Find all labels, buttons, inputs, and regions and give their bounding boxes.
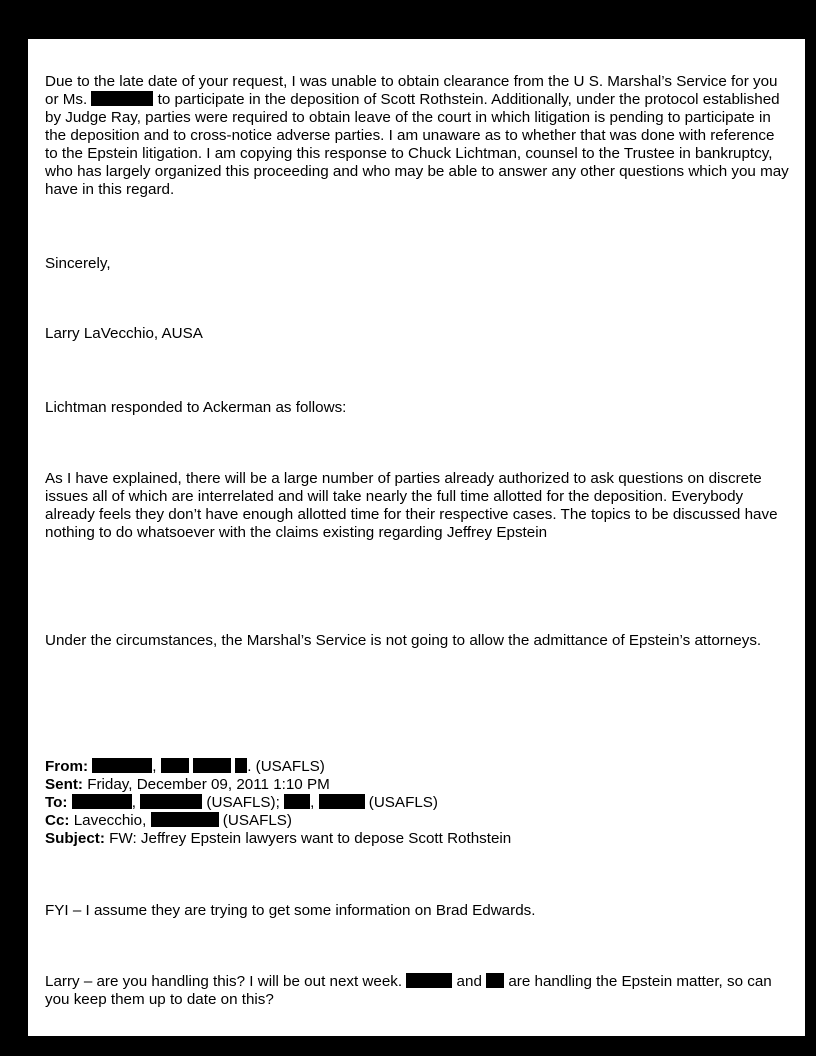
redaction [406,973,452,988]
letter-paragraph: Due to the late date of your request, I was unable to obtain clearance from the U S. Marshal’s Service for you or Ms. to participate in the deposition of Scott Rothstein. Additionally, under the protocol established by Judge Ray, parties were required to obtain leave of the court in which litigation is pending to participate in the deposition and to cross-notice adverse parties. I am unaware as to whether that was done with reference to the Epstein litigation. I am copying this response to Chuck Lichtman, counsel to the Trustee in bankruptcy, who has largely organized this proceeding and who may be able to answer any other questions which you may have in this regard. [45,73,789,198]
email-header [45,758,790,848]
redaction [72,794,132,809]
intro-line: Lichtman responded to Ackerman as follows: [45,399,347,416]
redaction [284,794,310,809]
response-paragraph-1: As I have explained, there will be a large number of parties already authorized to ask questions on discrete issues all of which are interrelated and will take nearly the full time allotted for the deposition. Everybody already feels they don’t have enough allotted time for their respective cases. The topics to be discussed have nothing to do whatsoever with the claims existing regarding Jeffrey Epstein [45,470,778,541]
redaction [161,758,189,773]
redaction [140,794,202,809]
larry-paragraph: Larry – are you handling this? I will be out next week. and are handling the Epstein matter, so can you keep them up to date on this? [45,973,772,1008]
redaction [151,812,219,827]
redaction [319,794,365,809]
redaction [193,758,231,773]
document-page [28,39,805,1036]
redaction [91,91,153,106]
closing: Sincerely, [45,255,111,272]
redaction [235,758,247,773]
redaction [92,758,152,773]
sent-line: Sent: Friday, December 09, 2011 1:10 PM [45,776,330,793]
signature: Larry LaVecchio, AUSA [45,325,203,342]
redaction [486,973,504,988]
subject-line: Subject: FW: Jeffrey Epstein lawyers want to depose Scott Rothstein [45,830,512,847]
to-line: To: , (USAFLS); , (USAFLS) [45,794,438,811]
response-paragraph-2: Under the circumstances, the Marshal’s Service is not going to allow the admittance of Epstein’s attorneys. [45,632,762,649]
from-line: From: , . (USAFLS) [45,758,325,775]
cc-line: Cc: Lavecchio, (USAFLS) [45,812,292,829]
fyi-line: FYI – I assume they are trying to get some information on Brad Edwards. [45,902,536,919]
